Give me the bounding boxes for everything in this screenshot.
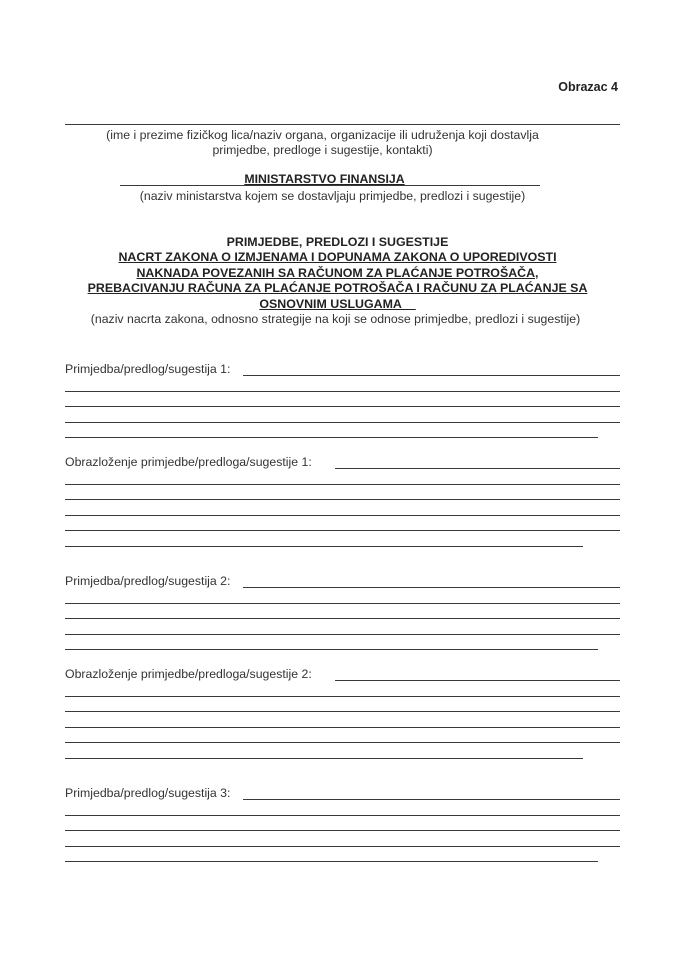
section-label: Obrazloženje primjedbe/predloga/sugestije 2: — [65, 667, 312, 681]
writing-line[interactable] — [243, 799, 620, 800]
writing-line[interactable] — [335, 680, 620, 681]
writing-line[interactable] — [65, 406, 620, 407]
writing-line[interactable] — [65, 649, 598, 650]
writing-line[interactable] — [65, 603, 620, 604]
law-title-line: NACRT ZAKONA O IZMJENAMA I DOPUNAMA ZAKONA O UPOREDIVOSTI — [118, 250, 557, 264]
writing-line[interactable] — [65, 815, 620, 816]
writing-line[interactable] — [65, 696, 620, 697]
section-label: Primjedba/predlog/sugestija 3: — [65, 786, 231, 800]
writing-line[interactable] — [65, 484, 620, 485]
writing-line[interactable] — [65, 499, 620, 500]
writing-line[interactable] — [65, 634, 620, 635]
section-label: Primjedba/predlog/sugestija 1: — [65, 362, 231, 376]
ministry-caption: (naziv ministarstva kojem se dostavljaju primjedbe, predlozi i sugestije) — [139, 189, 526, 203]
section-label: Primjedba/predlog/sugestija 2: — [65, 574, 231, 588]
writing-line[interactable] — [65, 846, 620, 847]
writing-line[interactable] — [65, 391, 620, 392]
law-title — [0, 250, 677, 312]
section-label: Obrazloženje primjedbe/predloga/sugestije 1: — [65, 455, 312, 469]
writing-line[interactable] — [65, 422, 620, 423]
writing-line[interactable] — [65, 742, 620, 743]
document-title: PRIMJEDBE, PREDLOZI I SUGESTIJE — [226, 235, 449, 249]
writing-line[interactable] — [65, 711, 620, 712]
writing-line[interactable] — [243, 375, 620, 376]
writing-line[interactable] — [65, 618, 620, 619]
writing-line[interactable] — [65, 515, 620, 516]
writing-line[interactable] — [65, 437, 598, 438]
submitter-name-line[interactable] — [65, 124, 620, 125]
writing-line[interactable] — [65, 830, 620, 831]
form-number: Obrazac 4 — [558, 80, 618, 94]
writing-line[interactable] — [243, 587, 620, 588]
writing-line[interactable] — [65, 727, 620, 728]
law-title-line: NAKNADA POVEZANIH SA RAČUNOM ZA PLAĆANJE POTROŠAČA, — [136, 265, 539, 280]
submitter-caption-line2: primjedbe, predloge i sugestije, kontakti) — [212, 143, 433, 157]
writing-line[interactable] — [335, 468, 620, 469]
writing-line[interactable] — [65, 546, 583, 547]
writing-line[interactable] — [65, 530, 620, 531]
ministry-name: MINISTARSTVO FINANSIJA — [244, 172, 405, 186]
writing-line[interactable] — [65, 758, 583, 759]
submitter-caption-line1: (ime i prezime fizičkog lica/naziv organa, organizacije ili udruženja koji dostavlja — [106, 128, 539, 142]
writing-line[interactable] — [65, 861, 598, 862]
law-title-line: OSNOVNIM USLUGAMA__ — [259, 296, 416, 311]
law-caption: (naziv nacrta zakona, odnosno strategije na koji se odnose primjedbe, predlozi i sugestije) — [90, 312, 581, 326]
law-title-line: PREBACIVANJU RAČUNA ZA PLAĆANJE POTROŠAČA I RAČUNU ZA PLAĆANJE SA — [87, 281, 588, 295]
